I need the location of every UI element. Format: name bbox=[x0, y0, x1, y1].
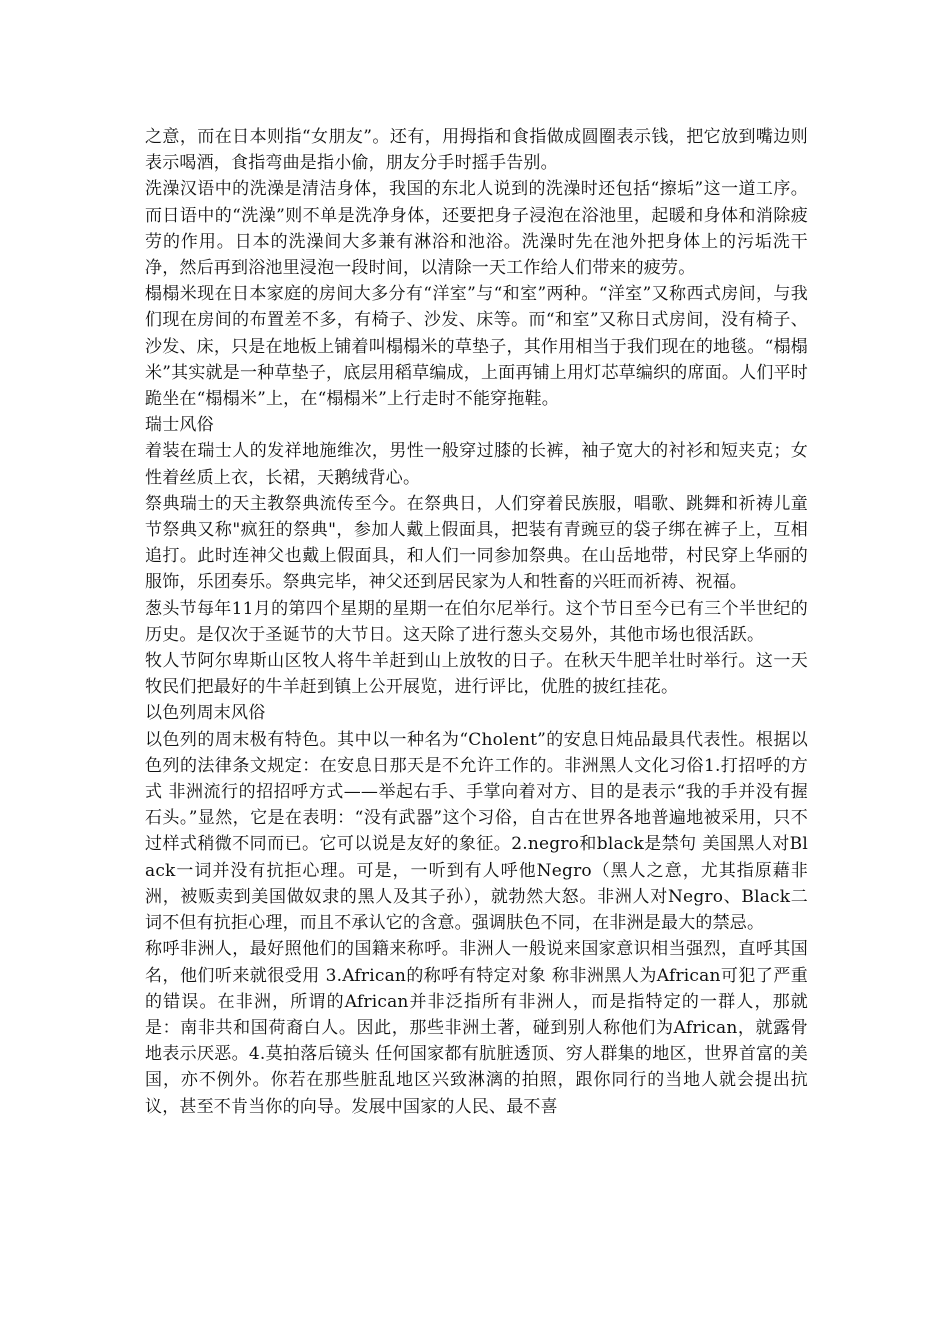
paragraph-swiss-onion-festival: 葱头节每年11月的第四个星期的星期一在伯尔尼举行。这个节日至今已有三个半世纪的历史。是仅次于圣诞节的大节日。这天除了进行葱头交易外，其他市场也很活跃。 bbox=[145, 598, 808, 645]
paragraph-swiss-herder-festival: 牧人节阿尔卑斯山区牧人将牛羊赶到山上放牧的日子。在秋天牛肥羊壮时举行。这一天牧民们把最好的牛羊赶到镇上公开展览，进行评比，优胜的披红挂花。 bbox=[145, 651, 808, 698]
document-body bbox=[145, 124, 808, 1120]
section-heading-israel: 以色列周末风俗 bbox=[145, 703, 266, 724]
paragraph-africa-addressing: 称呼非洲人，最好照他们的国籍来称呼。非洲人一般说来国家意识相当强烈，直呼其国名，他们听来就很受用 3.African的称呼有特定对象 称非洲黑人为African可犯了严重的错误。在非洲，所谓的African并非泛指所有非洲人，而是指特定的一群人，那就是：南非共和国荷裔白人。因此，那些非洲土著，碰到别人称他们为African，就露骨地表示厌恶。4.莫拍落后镜头 任何国家都有肮脏透顶、穷人群集的地区，世界首富的美国，亦不例外。你若在那些脏乱地区兴致淋漓的拍照，跟你同行的当地人就会提出抗议，甚至不肯当你的向导。发展中国家的人民、最不喜 bbox=[145, 939, 808, 1117]
paragraph-swiss-clothing: 着装在瑞士人的发祥地施维次，男性一般穿过膝的长裤，袖子宽大的衬衫和短夹克；女性着丝质上衣，长裙，天鹅绒背心。 bbox=[145, 441, 808, 488]
section-heading-switzerland: 瑞士风俗 bbox=[145, 415, 214, 436]
paragraph-japan-gestures: 之意，而在日本则指“女朋友”。还有，用拇指和食指做成圆圈表示钱，把它放到嘴边则表示喝酒，食指弯曲是指小偷，朋友分手时摇手告别。 bbox=[145, 127, 808, 174]
paragraph-israel-and-africa: 以色列的周末极有特色。其中以一种名为“Cholent”的安息日炖品最具代表性。根据以色列的法律条文规定：在安息日那天是不允许工作的。非洲黑人文化习俗1.打招呼的方式 非洲流行的招招呼方式——举起右手、手掌向着对方、目的是表示“我的手并没有握石头。”显然，它是在表明：“没有武器”这个习俗，自古在世界各地普遍地被采用，只不过样式稍微不同而已。它可以说是友好的象征。2.negro和black是禁句 美国黑人对Black一词并没有抗拒心理。可是，一听到有人呼他Negro（黑人之意，尤其指原藉非洲，被贩卖到美国做奴隶的黑人及其子孙），就勃然大怒。非洲人对Negro、Black二词不但有抗拒心理，而且不承认它的含意。强调肤色不同，在非洲是最大的禁忌。 bbox=[145, 729, 808, 934]
paragraph-japan-tatami: 榻榻米现在日本家庭的房间大多分有“洋室”与“和室”两种。“洋室”又称西式房间，与我们现在房间的布置差不多，有椅子、沙发、床等。而“和室”又称日式房间，没有椅子、沙发、床，只是在地板上铺着叫榻榻米的草垫子，其作用相当于我们现在的地毯。“榻榻米”其实就是一种草垫子，底层用稻草编成，上面再铺上用灯芯草编织的席面。人们平时跪坐在“榻榻米”上，在“榻榻米”上行走时不能穿拖鞋。 bbox=[145, 284, 808, 410]
paragraph-swiss-festival: 祭典瑞士的天主教祭典流传至今。在祭典日，人们穿着民族服，唱歌、跳舞和祈祷儿童节祭典又称"疯狂的祭典"，参加人戴上假面具，把装有青豌豆的袋子绑在裤子上，互相追打。此时连神父也戴上假面具，和人们一同参加祭典。在山岳地带，村民穿上华丽的服饰，乐团奏乐。祭典完毕，神父还到居民家为人和牲畜的兴旺而祈祷、祝福。 bbox=[145, 493, 808, 593]
paragraph-japan-bathing: 洗澡汉语中的洗澡是清洁身体，我国的东北人说到的洗澡时还包括“擦垢”这一道工序。而日语中的“洗澡”则不单是洗净身体，还要把身子浸泡在浴池里，起暖和身体和消除疲劳的作用。日本的洗澡间大多兼有淋浴和池浴。洗澡时先在池外把身体上的污垢洗干净，然后再到浴池里浸泡一段时间，以清除一天工作给人们带来的疲劳。 bbox=[145, 179, 808, 279]
